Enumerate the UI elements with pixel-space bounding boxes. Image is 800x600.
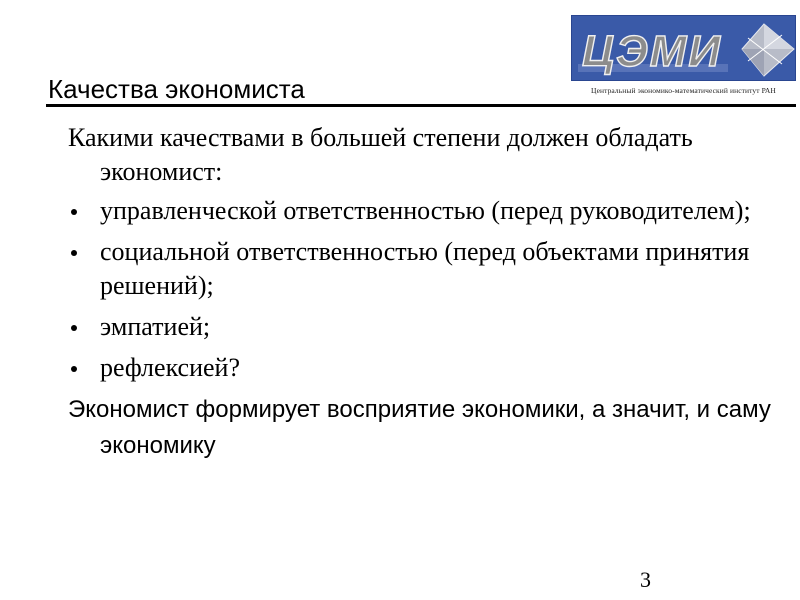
title-divider	[46, 104, 796, 107]
logo-caption: Центральный экономико-математический институт РАН	[591, 86, 776, 95]
logo-lettering: ЦЭМИ	[582, 27, 722, 76]
bullet-icon	[71, 325, 77, 331]
bullet-icon	[71, 366, 77, 372]
page-number: 3	[640, 567, 651, 592]
list-item	[68, 310, 788, 344]
list-item-text: социальной ответственностью (перед объектами принятия решений);	[100, 237, 750, 300]
institute-logo	[571, 15, 796, 81]
slide-content	[68, 121, 788, 464]
list-item-text: управленческой ответственностью (перед руководителем);	[100, 196, 751, 225]
logo-graphic	[572, 16, 796, 81]
slide-title: Качества экономиста	[48, 74, 305, 104]
list-item	[68, 194, 788, 228]
list-item	[68, 235, 788, 303]
list-item-text: эмпатией;	[100, 312, 211, 341]
bullet-icon	[71, 209, 77, 215]
bullet-icon	[71, 250, 77, 256]
conclusion-statement: Экономист формирует восприятие экономики, а значит, и саму экономику	[68, 396, 771, 459]
intro-question: Какими качествами в большей степени должен обладать экономист:	[68, 123, 693, 186]
list-item	[68, 351, 788, 385]
qualities-list	[68, 194, 788, 385]
list-item-text: рефлексией?	[100, 353, 241, 382]
